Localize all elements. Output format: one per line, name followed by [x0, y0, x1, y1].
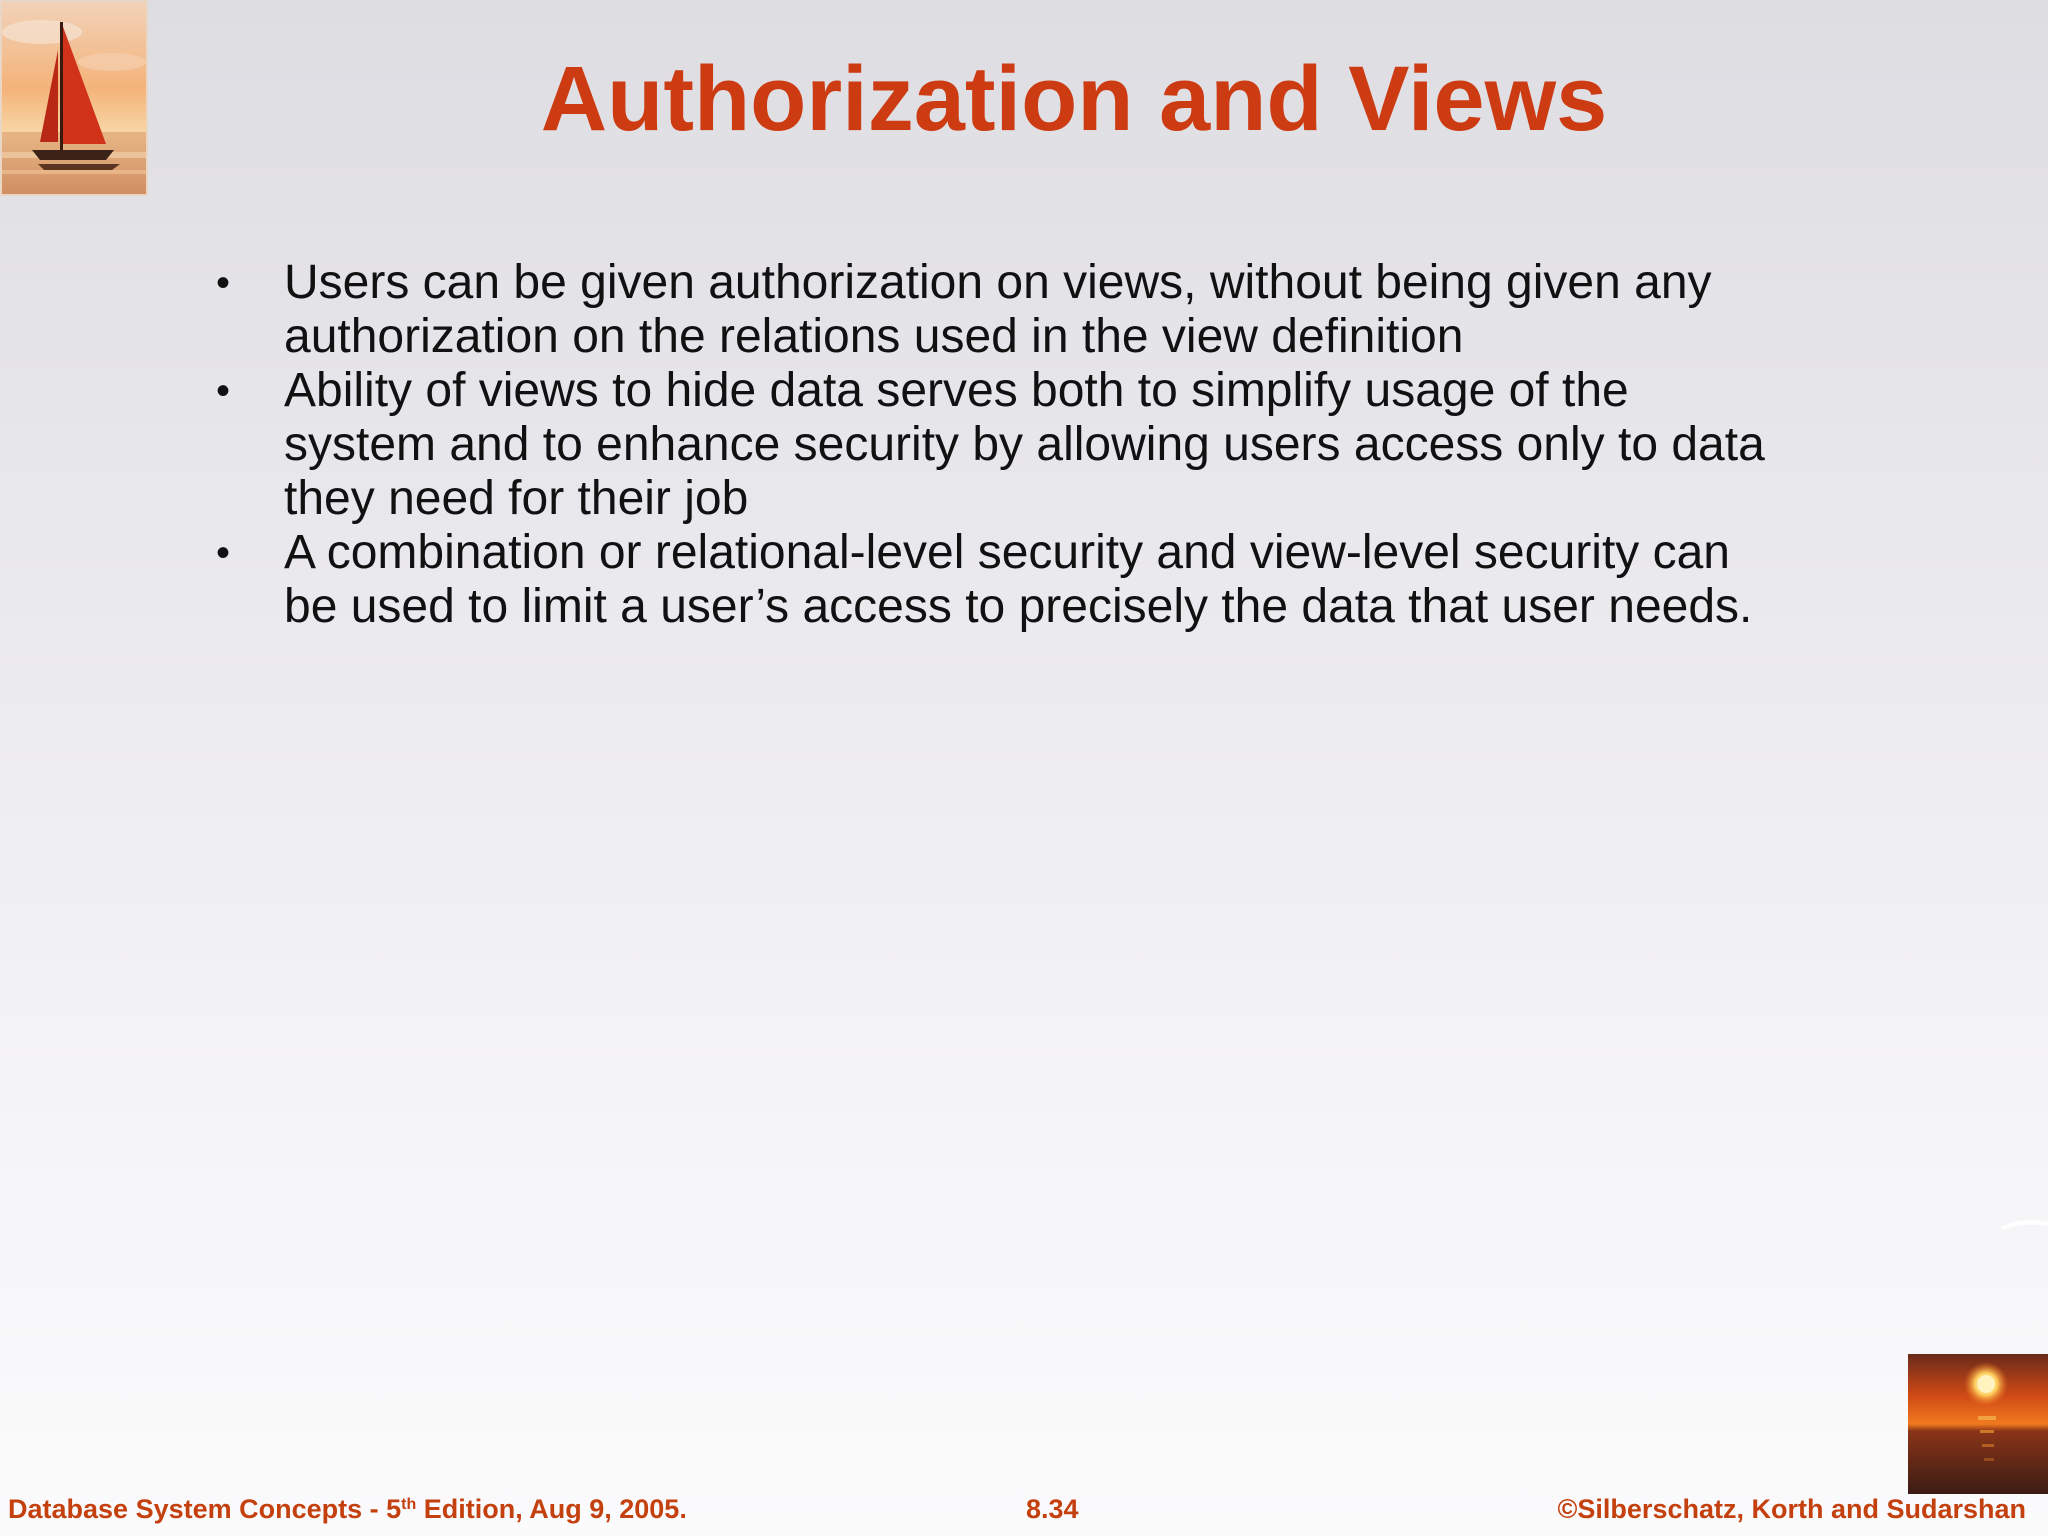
bullet-line: A combination or relational-level security and view-level security can [284, 526, 1730, 579]
bullet-marker: • [216, 531, 231, 575]
swoosh-decoration [1998, 1214, 2048, 1234]
footer-book-title-suffix: Edition, Aug 9, 2005. [416, 1494, 687, 1524]
slide-title: Authorization and Views [540, 48, 1608, 150]
bullet-line: system and to enhance security by allowing users access only to data [284, 418, 1765, 471]
footer-copyright: ©Silberschatz, Korth and Sudarshan [1557, 1494, 2026, 1524]
bullet-item [216, 526, 1916, 634]
sunset-logo-image [1908, 1354, 2048, 1494]
bullet-list [216, 256, 1916, 634]
footer-book-title-prefix: Database System Concepts - 5 [8, 1494, 402, 1524]
bullet-line: authorization on the relations used in the view definition [284, 310, 1464, 363]
bullet-line: Ability of views to hide data serves both to simplify usage of the [284, 364, 1629, 417]
bullet-line: be used to limit a user’s access to precisely the data that user needs. [284, 580, 1753, 633]
sunset-icon [1908, 1354, 2048, 1494]
bullet-item [216, 364, 1916, 526]
bullet-item [216, 256, 1916, 364]
bullet-line: they need for their job [284, 472, 749, 525]
footer-book-title [8, 1492, 687, 1526]
footer-edition-superscript: th [401, 1496, 417, 1513]
bullet-marker: • [216, 369, 231, 413]
footer-page-number: 8.34 [1026, 1494, 1079, 1524]
bullet-marker: • [216, 261, 231, 305]
bullet-line: Users can be given authorization on views, without being given any [284, 256, 1712, 309]
